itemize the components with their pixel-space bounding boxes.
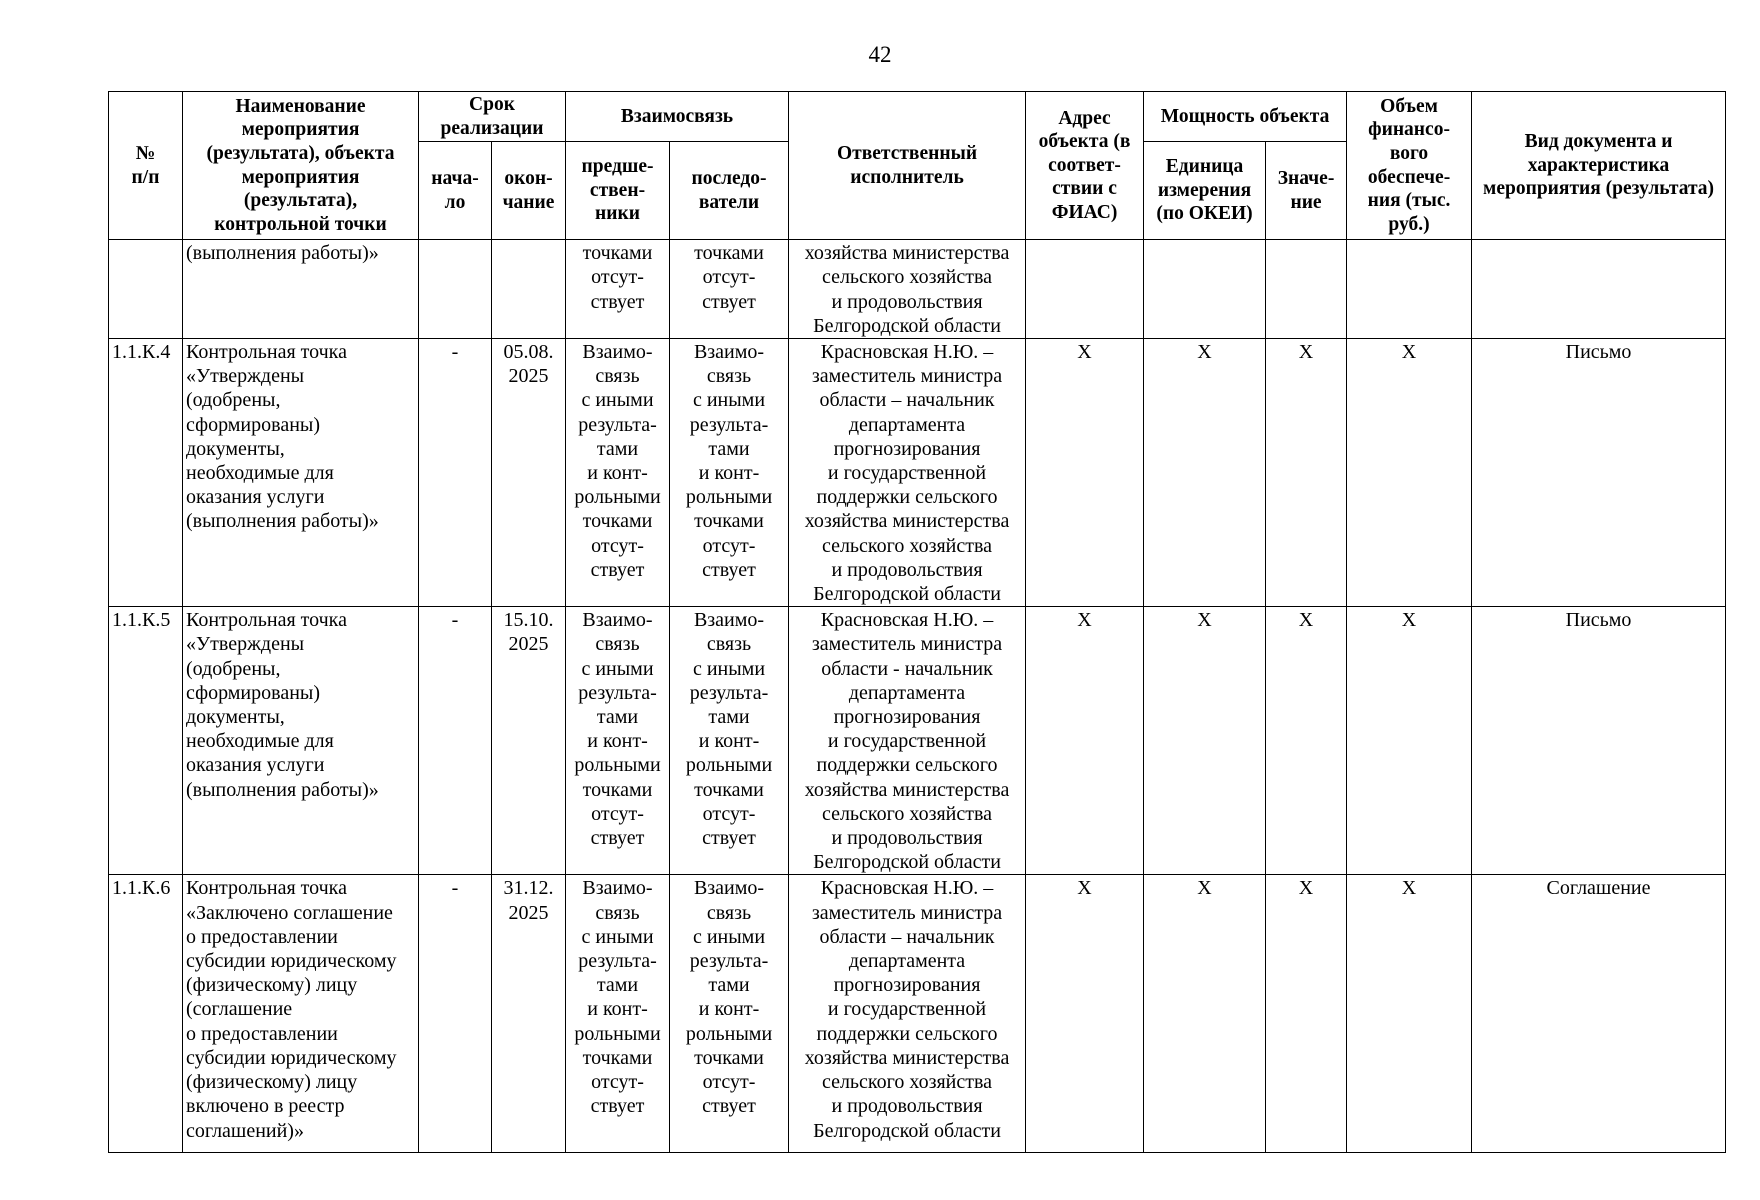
row-start: -: [419, 339, 492, 607]
row-num: 1.1.К.6: [109, 875, 183, 1153]
table-row: [109, 339, 1726, 607]
table-row: [109, 607, 1726, 875]
header-links-successors: последо- ватели: [670, 142, 789, 240]
table-header: [109, 92, 1726, 240]
row-predecessors: Взаимо- связь с иными результа- тами и конт- рольными точками отсут- ствует: [566, 875, 670, 1153]
header-doc-type: Вид документа и характеристика мероприятия (результата): [1472, 92, 1726, 240]
row-finance: X: [1347, 339, 1472, 607]
header-links: Взаимосвязь: [566, 92, 789, 142]
header-responsible: Ответственный исполнитель: [789, 92, 1026, 240]
header-unit: Единица измерения (по ОКЕИ): [1144, 142, 1266, 240]
row-unit: X: [1144, 875, 1266, 1153]
row-doc: Письмо: [1472, 339, 1726, 607]
row-name: Контрольная точка «Утверждены (одобрены, сформированы) документы, необходимые для оказания услуги (выполнения работы)»: [183, 339, 419, 607]
row-end: 15.10. 2025: [492, 607, 566, 875]
header-address: Адрес объекта (в соответ- ствии с ФИАС): [1026, 92, 1144, 240]
row-name: Контрольная точка «Утверждены (одобрены, сформированы) документы, необходимые для оказания услуги (выполнения работы)»: [183, 607, 419, 875]
row-value: [1266, 240, 1347, 339]
row-successors: точками отсут- ствует: [670, 240, 789, 339]
row-address: X: [1026, 875, 1144, 1153]
row-end: [492, 240, 566, 339]
row-value: X: [1266, 339, 1347, 607]
table-row: [109, 240, 1726, 339]
row-predecessors: Взаимо- связь с иными результа- тами и конт- рольными точками отсут- ствует: [566, 339, 670, 607]
row-value: X: [1266, 607, 1347, 875]
row-start: -: [419, 875, 492, 1153]
header-capacity: Мощность объекта: [1144, 92, 1347, 142]
row-successors: Взаимо- связь с иными результа- тами и конт- рольными точками отсут- ствует: [670, 339, 789, 607]
row-start: -: [419, 607, 492, 875]
header-value: Значе- ние: [1266, 142, 1347, 240]
row-successors: Взаимо- связь с иными результа- тами и конт- рольными точками отсут- ствует: [670, 875, 789, 1153]
row-num: 1.1.К.5: [109, 607, 183, 875]
row-address: X: [1026, 607, 1144, 875]
header-term-end: окон- чание: [492, 142, 566, 240]
row-address: [1026, 240, 1144, 339]
row-predecessors: точками отсут- ствует: [566, 240, 670, 339]
row-doc: Письмо: [1472, 607, 1726, 875]
row-end: 05.08. 2025: [492, 339, 566, 607]
row-finance: X: [1347, 875, 1472, 1153]
row-num: [109, 240, 183, 339]
row-num: 1.1.К.4: [109, 339, 183, 607]
page-number: 42: [868, 42, 892, 67]
row-address: X: [1026, 339, 1144, 607]
row-responsible: Красновская Н.Ю. – заместитель министра области – начальник департамента прогнозирования и государственной поддержки сельского хозяйства министерства сельского хозяйства и продовольствия Белгородской области: [789, 339, 1026, 607]
row-doc: Соглашение: [1472, 875, 1726, 1153]
plan-table: [108, 91, 1726, 1153]
row-predecessors: Взаимо- связь с иными результа- тами и конт- рольными точками отсут- ствует: [566, 607, 670, 875]
row-finance: X: [1347, 607, 1472, 875]
row-responsible: Красновская Н.Ю. – заместитель министра области – начальник департамента прогнозирования и государственной поддержки сельского хозяйства министерства сельского хозяйства и продовольствия Белгородской области: [789, 875, 1026, 1153]
row-finance: [1347, 240, 1472, 339]
row-end: 31.12. 2025: [492, 875, 566, 1153]
header-name: Наименование мероприятия (результата), объекта мероприятия (результата), контрольной точки: [183, 92, 419, 240]
row-doc: [1472, 240, 1726, 339]
header-finance: Объем финансо- вого обеспече- ния (тыс. руб.): [1347, 92, 1472, 240]
row-name: Контрольная точка «Заключено соглашение о предоставлении субсидии юридическому (физическому) лицу (соглашение о предоставлении субсидии юридическому (физическому) лицу включено в реестр соглашений)»: [183, 875, 419, 1153]
table-row: [109, 875, 1726, 1153]
header-term: Срок реализации: [419, 92, 566, 142]
header-term-start: нача- ло: [419, 142, 492, 240]
row-responsible: хозяйства министерства сельского хозяйства и продовольствия Белгородской области: [789, 240, 1026, 339]
row-name: (выполнения работы)»: [183, 240, 419, 339]
row-responsible: Красновская Н.Ю. – заместитель министра области - начальник департамента прогнозирования и государственной поддержки сельского хозяйства министерства сельского хозяйства и продовольствия Белгородской области: [789, 607, 1026, 875]
row-value: X: [1266, 875, 1347, 1153]
row-start: [419, 240, 492, 339]
row-successors: Взаимо- связь с иными результа- тами и конт- рольными точками отсут- ствует: [670, 607, 789, 875]
row-unit: [1144, 240, 1266, 339]
row-unit: X: [1144, 607, 1266, 875]
row-unit: X: [1144, 339, 1266, 607]
header-num: № п/п: [109, 92, 183, 240]
header-links-predecessors: предше- ствен- ники: [566, 142, 670, 240]
